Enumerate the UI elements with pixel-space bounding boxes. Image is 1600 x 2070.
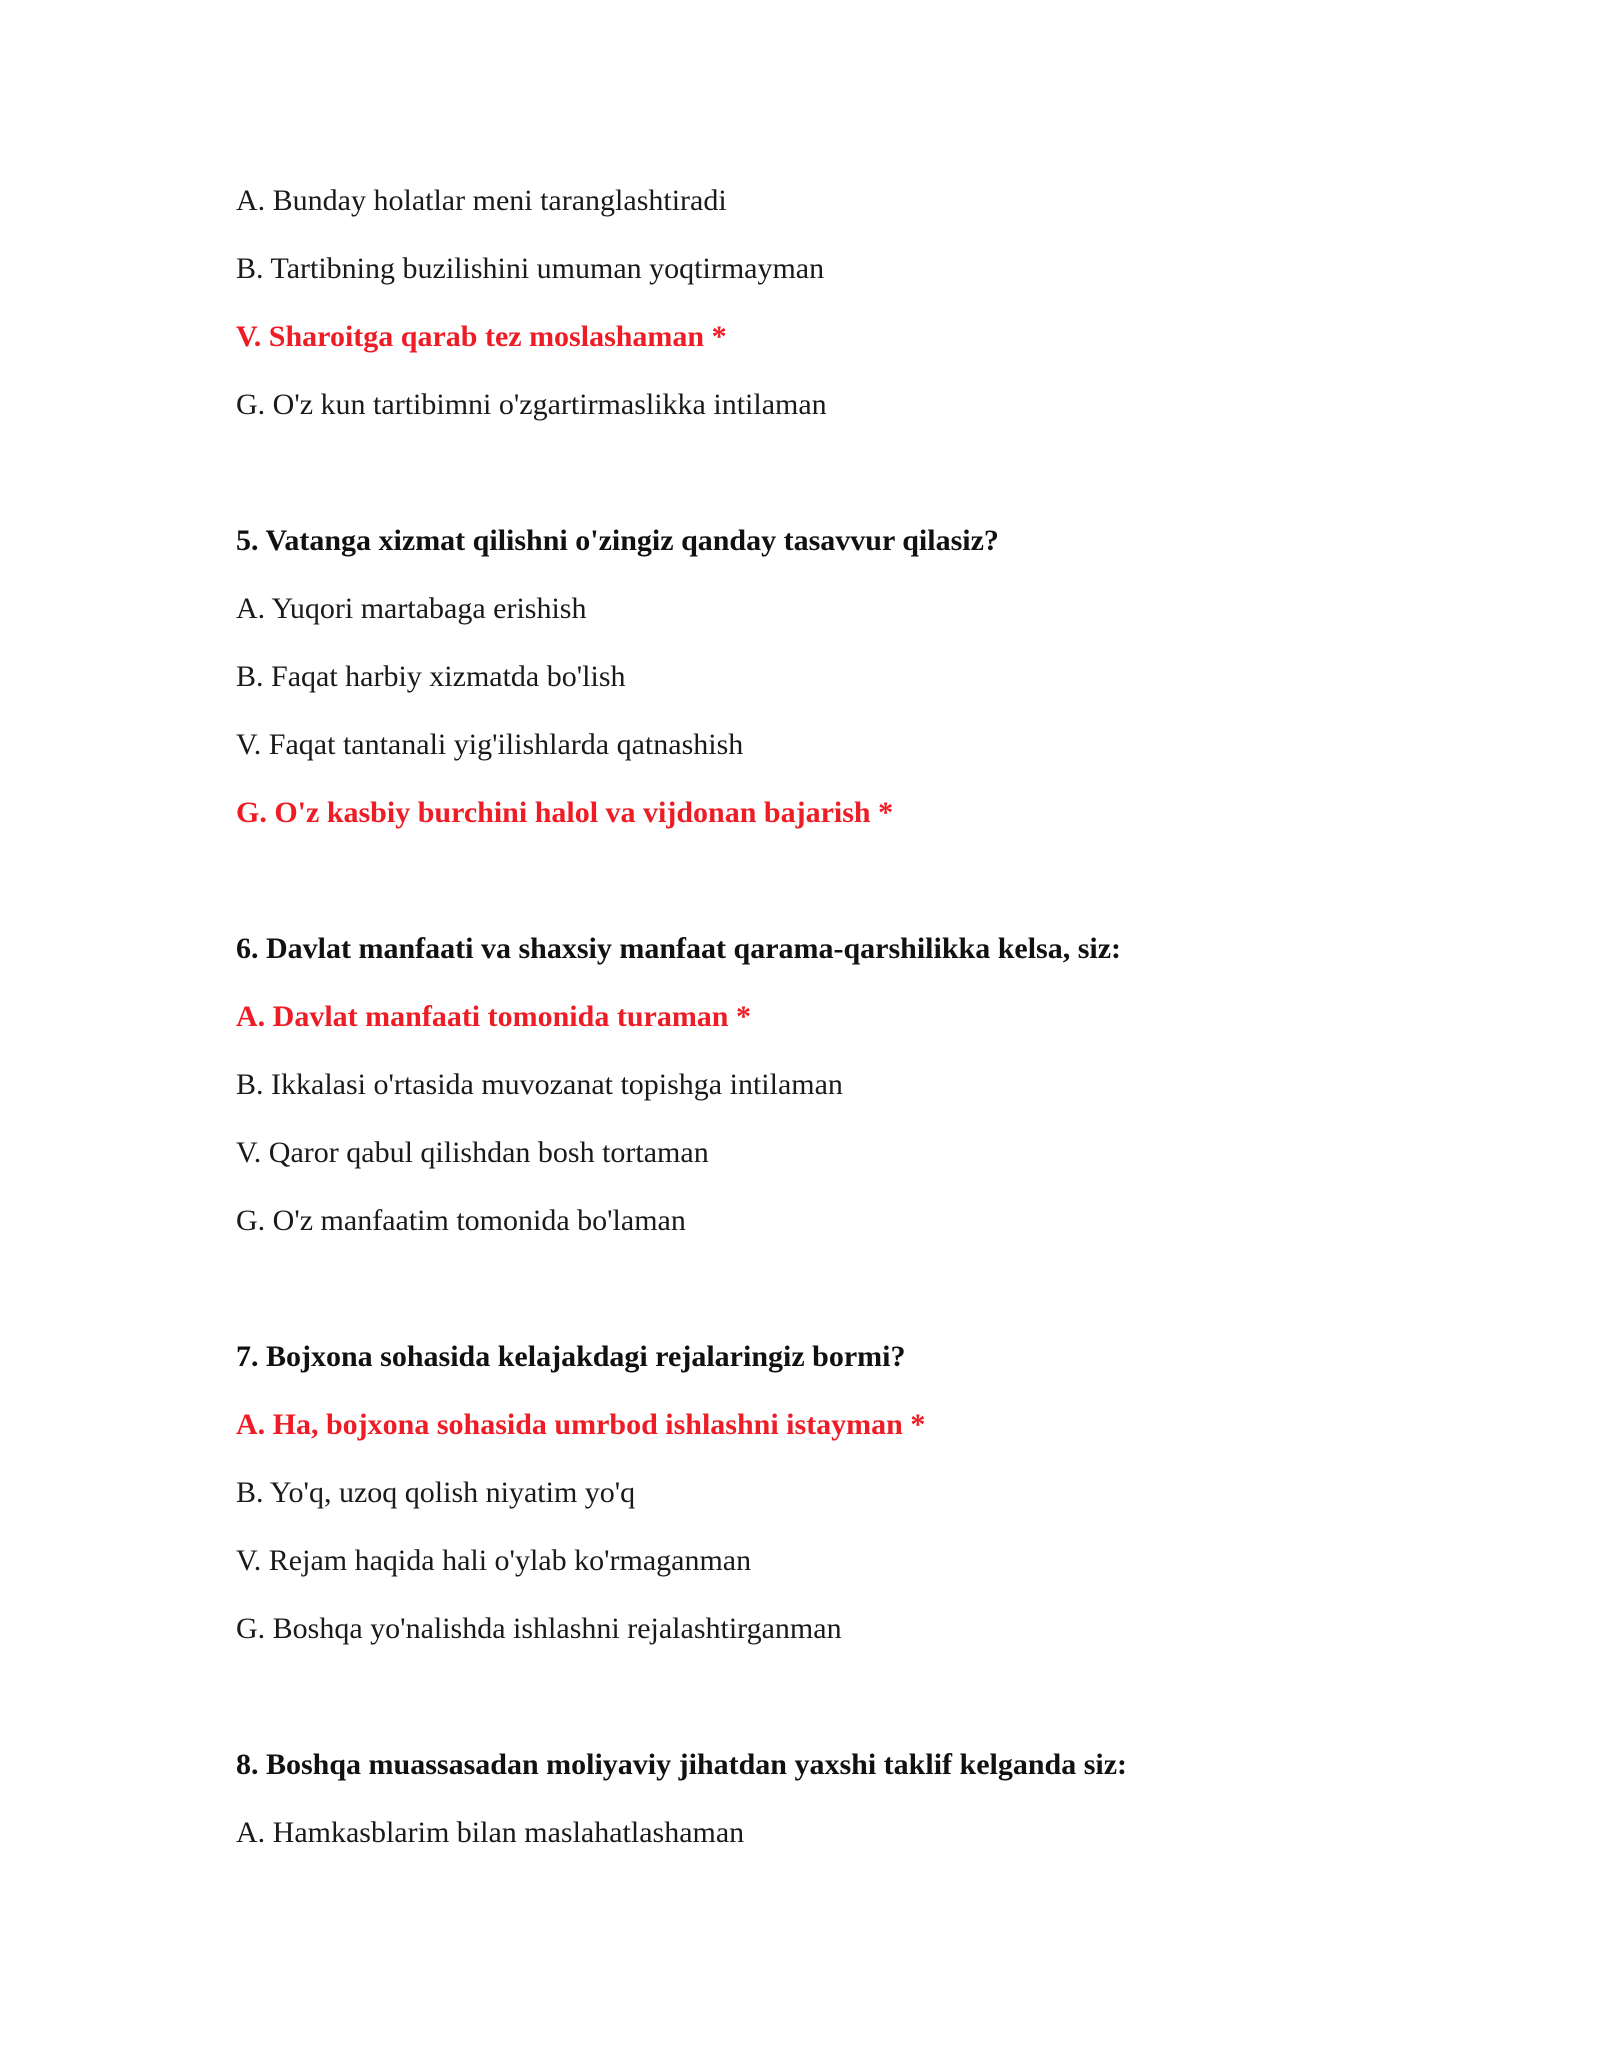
answer-option: B. Faqat harbiy xizmatda bo'lish	[236, 660, 626, 693]
question-spacer	[236, 864, 1436, 932]
question-spacer	[236, 1272, 1436, 1340]
question-block	[236, 932, 1436, 1238]
document-page	[236, 184, 1436, 1884]
answer-option: A. Yuqori martabaga erishish	[236, 592, 587, 625]
correct-answer-option: V. Sharoitga qarab tez moslashaman *	[236, 320, 727, 353]
answer-option: A. Bunday holatlar meni taranglashtiradi	[236, 184, 727, 217]
answer-option: B. Tartibning buzilishini umuman yoqtirmayman	[236, 252, 825, 285]
answer-option: V. Rejam haqida hali o'ylab ko'rmaganman	[236, 1544, 752, 1577]
answer-option: V. Qaror qabul qilishdan bosh tortaman	[236, 1136, 709, 1169]
answer-option: G. Boshqa yo'nalishda ishlashni rejalashtirganman	[236, 1612, 842, 1645]
question-block	[236, 1340, 1436, 1646]
answer-option: G. O'z manfaatim tomonida bo'laman	[236, 1204, 686, 1237]
answer-option: V. Faqat tantanali yig'ilishlarda qatnashish	[236, 728, 744, 761]
question-block	[236, 1748, 1436, 1850]
question-spacer	[236, 1680, 1436, 1748]
answer-option: G. O'z kun tartibimni o'zgartirmaslikka intilaman	[236, 388, 827, 421]
answer-option: B. Ikkalasi o'rtasida muvozanat topishga intilaman	[236, 1068, 843, 1101]
question-text: 7. Bojxona sohasida kelajakdagi rejalaringiz bormi?	[236, 1340, 906, 1373]
answer-option: A. Hamkasblarim bilan maslahatlashaman	[236, 1816, 745, 1849]
question-block	[236, 184, 1436, 422]
question-text: 6. Davlat manfaati va shaxsiy manfaat qarama-qarshilikka kelsa, siz:	[236, 932, 1122, 965]
question-text: 5. Vatanga xizmat qilishni o'zingiz qanday tasavvur qilasiz?	[236, 524, 999, 557]
question-text: 8. Boshqa muassasadan moliyaviy jihatdan yaxshi taklif kelganda siz:	[236, 1748, 1128, 1781]
answer-option: B. Yo'q, uzoq qolish niyatim yo'q	[236, 1476, 636, 1509]
correct-answer-option: A. Ha, bojxona sohasida umrbod ishlashni istayman *	[236, 1408, 926, 1441]
correct-answer-option: A. Davlat manfaati tomonida turaman *	[236, 1000, 751, 1033]
question-spacer	[236, 456, 1436, 524]
question-block	[236, 524, 1436, 830]
correct-answer-option: G. O'z kasbiy burchini halol va vijdonan bajarish *	[236, 796, 894, 829]
